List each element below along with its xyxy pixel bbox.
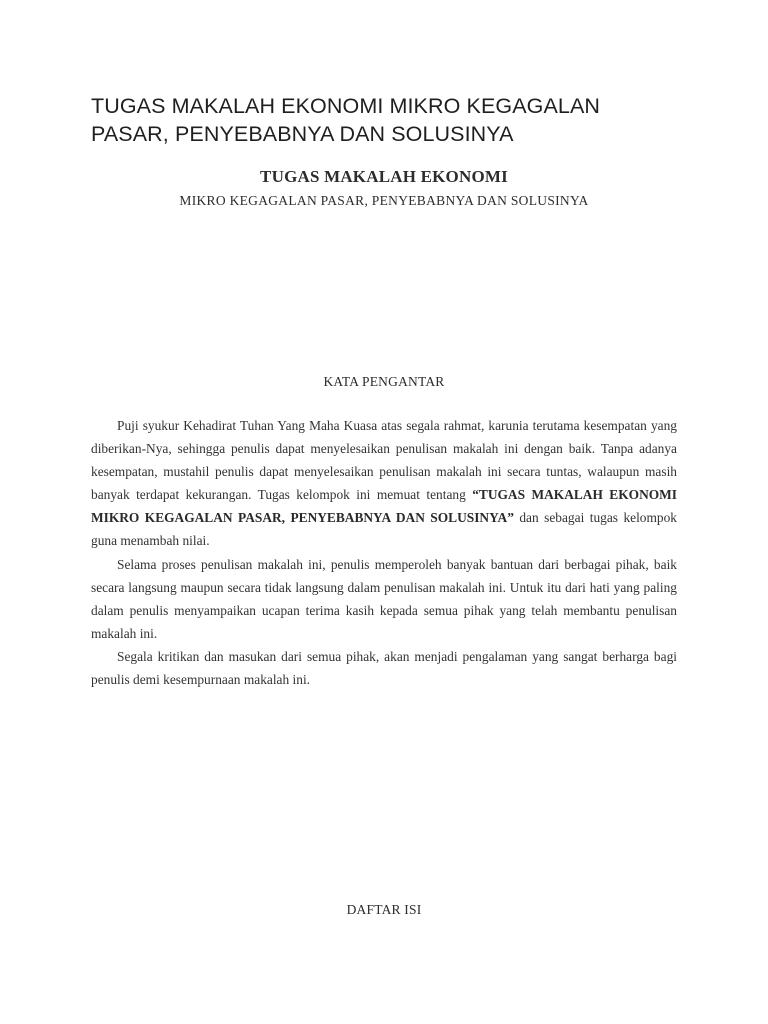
document-title-line-1: TUGAS MAKALAH EKONOMI MIKRO KEGAGALAN [91,94,601,118]
paragraph-3: Segala kritikan dan masukan dari semua pihak, akan menjadi pengalaman yang sangat berharga bagi penulis demi kesempurnaan makalah ini. [91,648,677,688]
sub-heading: MIKRO KEGAGALAN PASAR, PENYEBABNYA DAN SOLUSINYA [179,193,589,208]
document-title-line-2: PASAR, PENYEBABNYA DAN SOLUSINYA [91,122,514,146]
paragraph-1-text-end: dan sebagai tugas kelompok guna menambah nilai. [91,510,677,549]
paragraph-1-bold-title: “TUGAS MAKALAH EKONOMI MIKRO KEGAGALAN PASAR, PENYEBABNYA DAN SOLUSINYA” [91,487,677,526]
kata-pengantar-heading: KATA PENGANTAR [323,374,445,389]
document-title [91,92,691,148]
daftar-isi-heading: DAFTAR ISI [346,902,422,917]
paragraph-1 [91,414,677,553]
paragraph-2: Selama proses penulisan makalah ini, penulis memperoleh banyak bantuan dari berbagai pihak, baik secara langsung maupun secara tidak langsung dalam penulisan makalah ini. Untuk itu dari hati yang paling dalam penulis menyampaikan ucapan terima kasih kepada semua pihak yang telah membantu penulisan makalah ini. [91,556,677,641]
kata-pengantar-body [91,414,677,691]
paragraph-1-text-start: Puji syukur Kehadirat Tuhan Yang Maha Kuasa atas segala rahmat, karunia terutama kesempatan yang diberikan-Nya, sehingga penulis dapat menyelesaikan penulisan makalah ini dengan baik. Tanpa adanya kesempatan, mustahil penulis dapat menyelesaikan penulisan makalah ini secara tuntas, walaupun masih banyak terdapat kekurangan. Tugas kelompok ini memuat tentang [91,418,677,503]
main-heading: TUGAS MAKALAH EKONOMI [260,167,508,186]
